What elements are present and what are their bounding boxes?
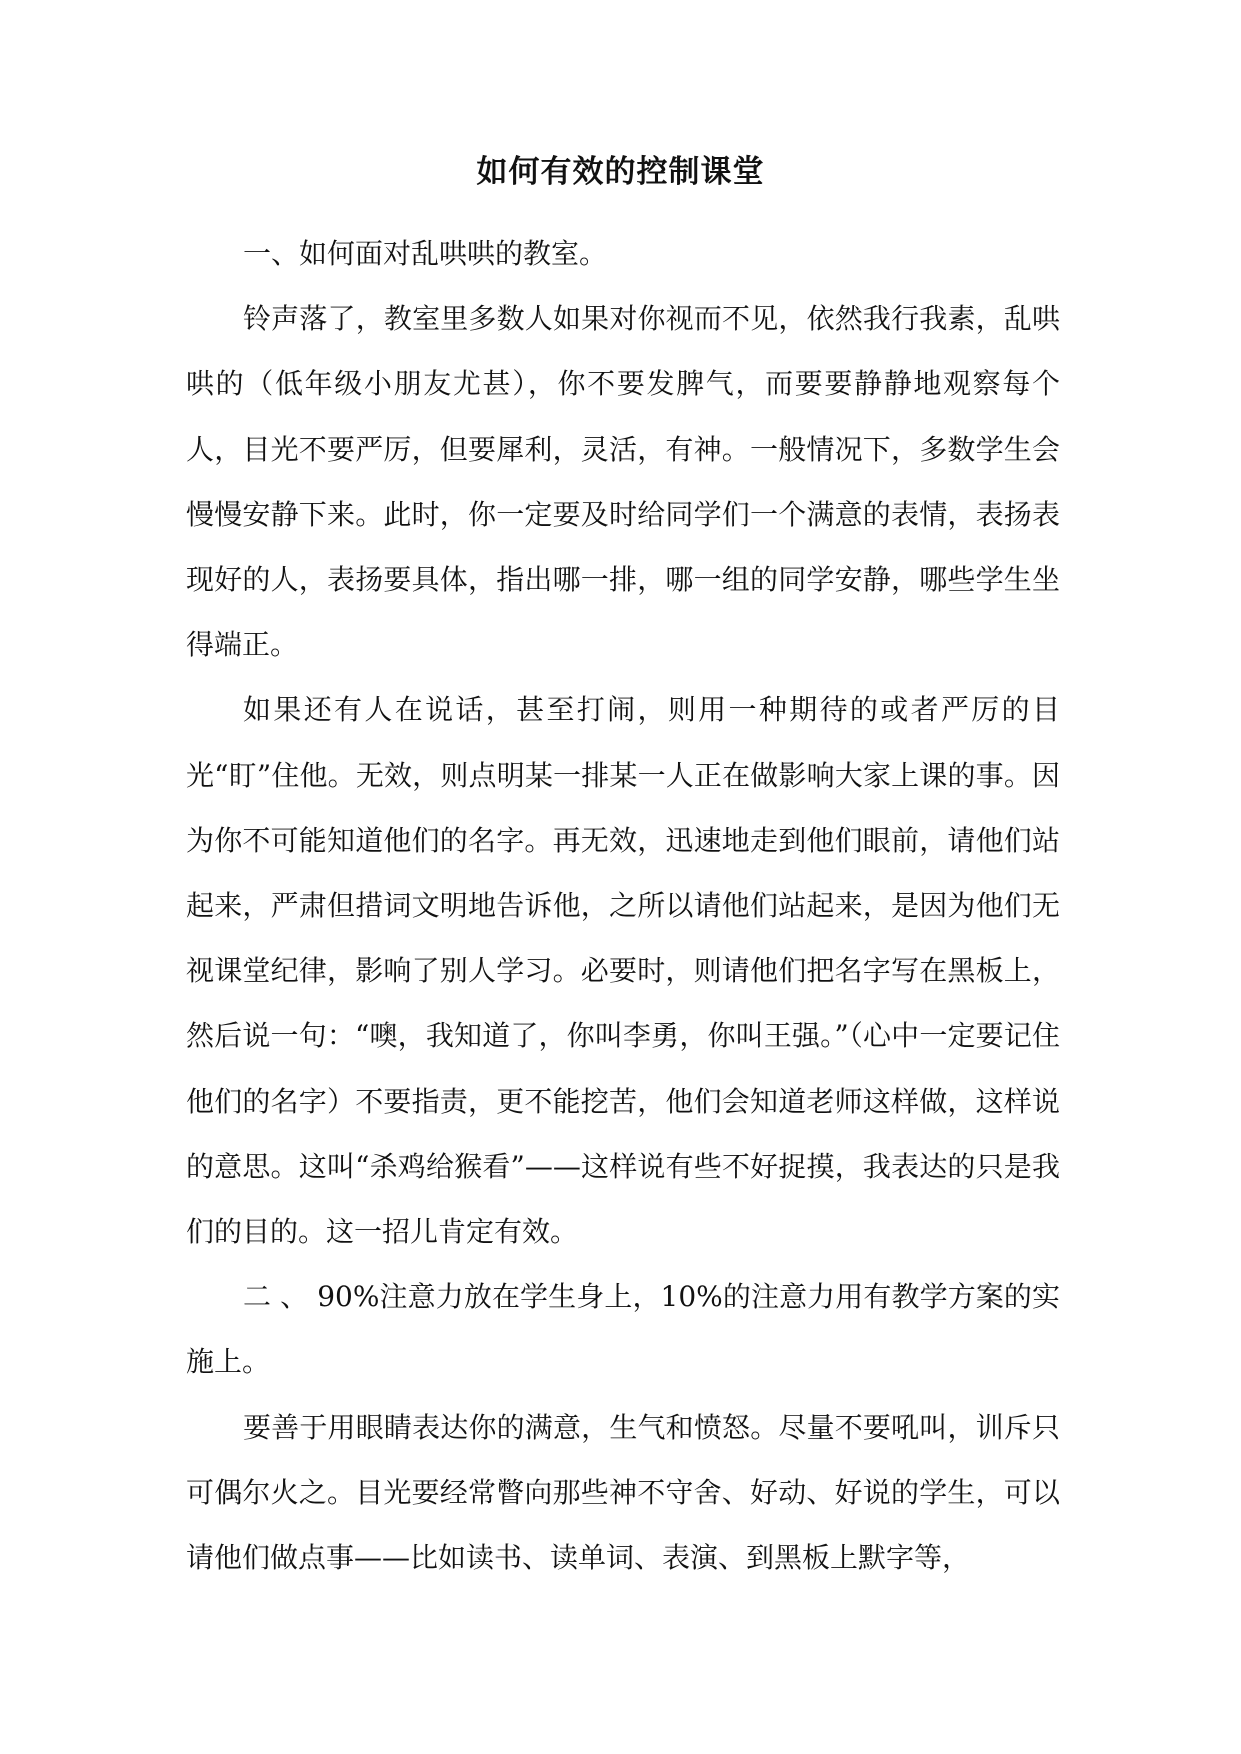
paragraph: 如果还有人在说话，甚至打闹，则用一种期待的或者严厉的目光“盯”住他。无效，则点明某一排某一人正在做影响大家上课的事。因为你不可能知道他们的名字。再无效，迅速地走到他们眼前，请他们站起来，严肃但措词文明地告诉他，之所以请他们站起来，是因为他们无视课堂纪律，影响了别人学习。必要时，则请他们把名字写在黑板上，然后说一句：“噢，我知道了，你叫李勇，你叫王强。”（心中一定要记住他们的名字）不要指责，更不能挖苦，他们会知道老师这样做，这样说的意思。这叫“杀鸡给猴看”——这样说有些不好捉摸，我表达的只是我们的目的。这一招儿肯定有效。 [186, 693, 1060, 1249]
section-heading-1: 一、如何面对乱哄哄的教室。 [243, 237, 608, 270]
document-body [186, 221, 1060, 1590]
paragraph: 铃声落了，教室里多数人如果对你视而不见，依然我行我素，乱哄哄的（低年级小朋友尤甚），你不要发脾气，而要要静静地观察每个人，目光不要严厉，但要犀利，灵活，有神。一般情况下，多数学生会慢慢安静下来。此时，你一定要及时给同学们一个满意的表情，表扬表现好的人，表扬要具体，指出哪一排，哪一组的同学安静，哪些学生坐得端正。 [186, 302, 1060, 662]
section-heading-2: 二 、 90%注意力放在学生身上，10%的注意力用有教学方案的实施上。 [186, 1280, 1060, 1379]
document-title: 如何有效的控制课堂 [476, 154, 765, 190]
paragraph: 要善于用眼睛表达你的满意，生气和愤怒。尽量不要吼叫，训斥只可偶尔火之。目光要经常瞥向那些神不守舍、好动、好说的学生，可以请他们做点事——比如读书、读单词、表演、到黑板上默字等， [186, 1410, 1060, 1575]
